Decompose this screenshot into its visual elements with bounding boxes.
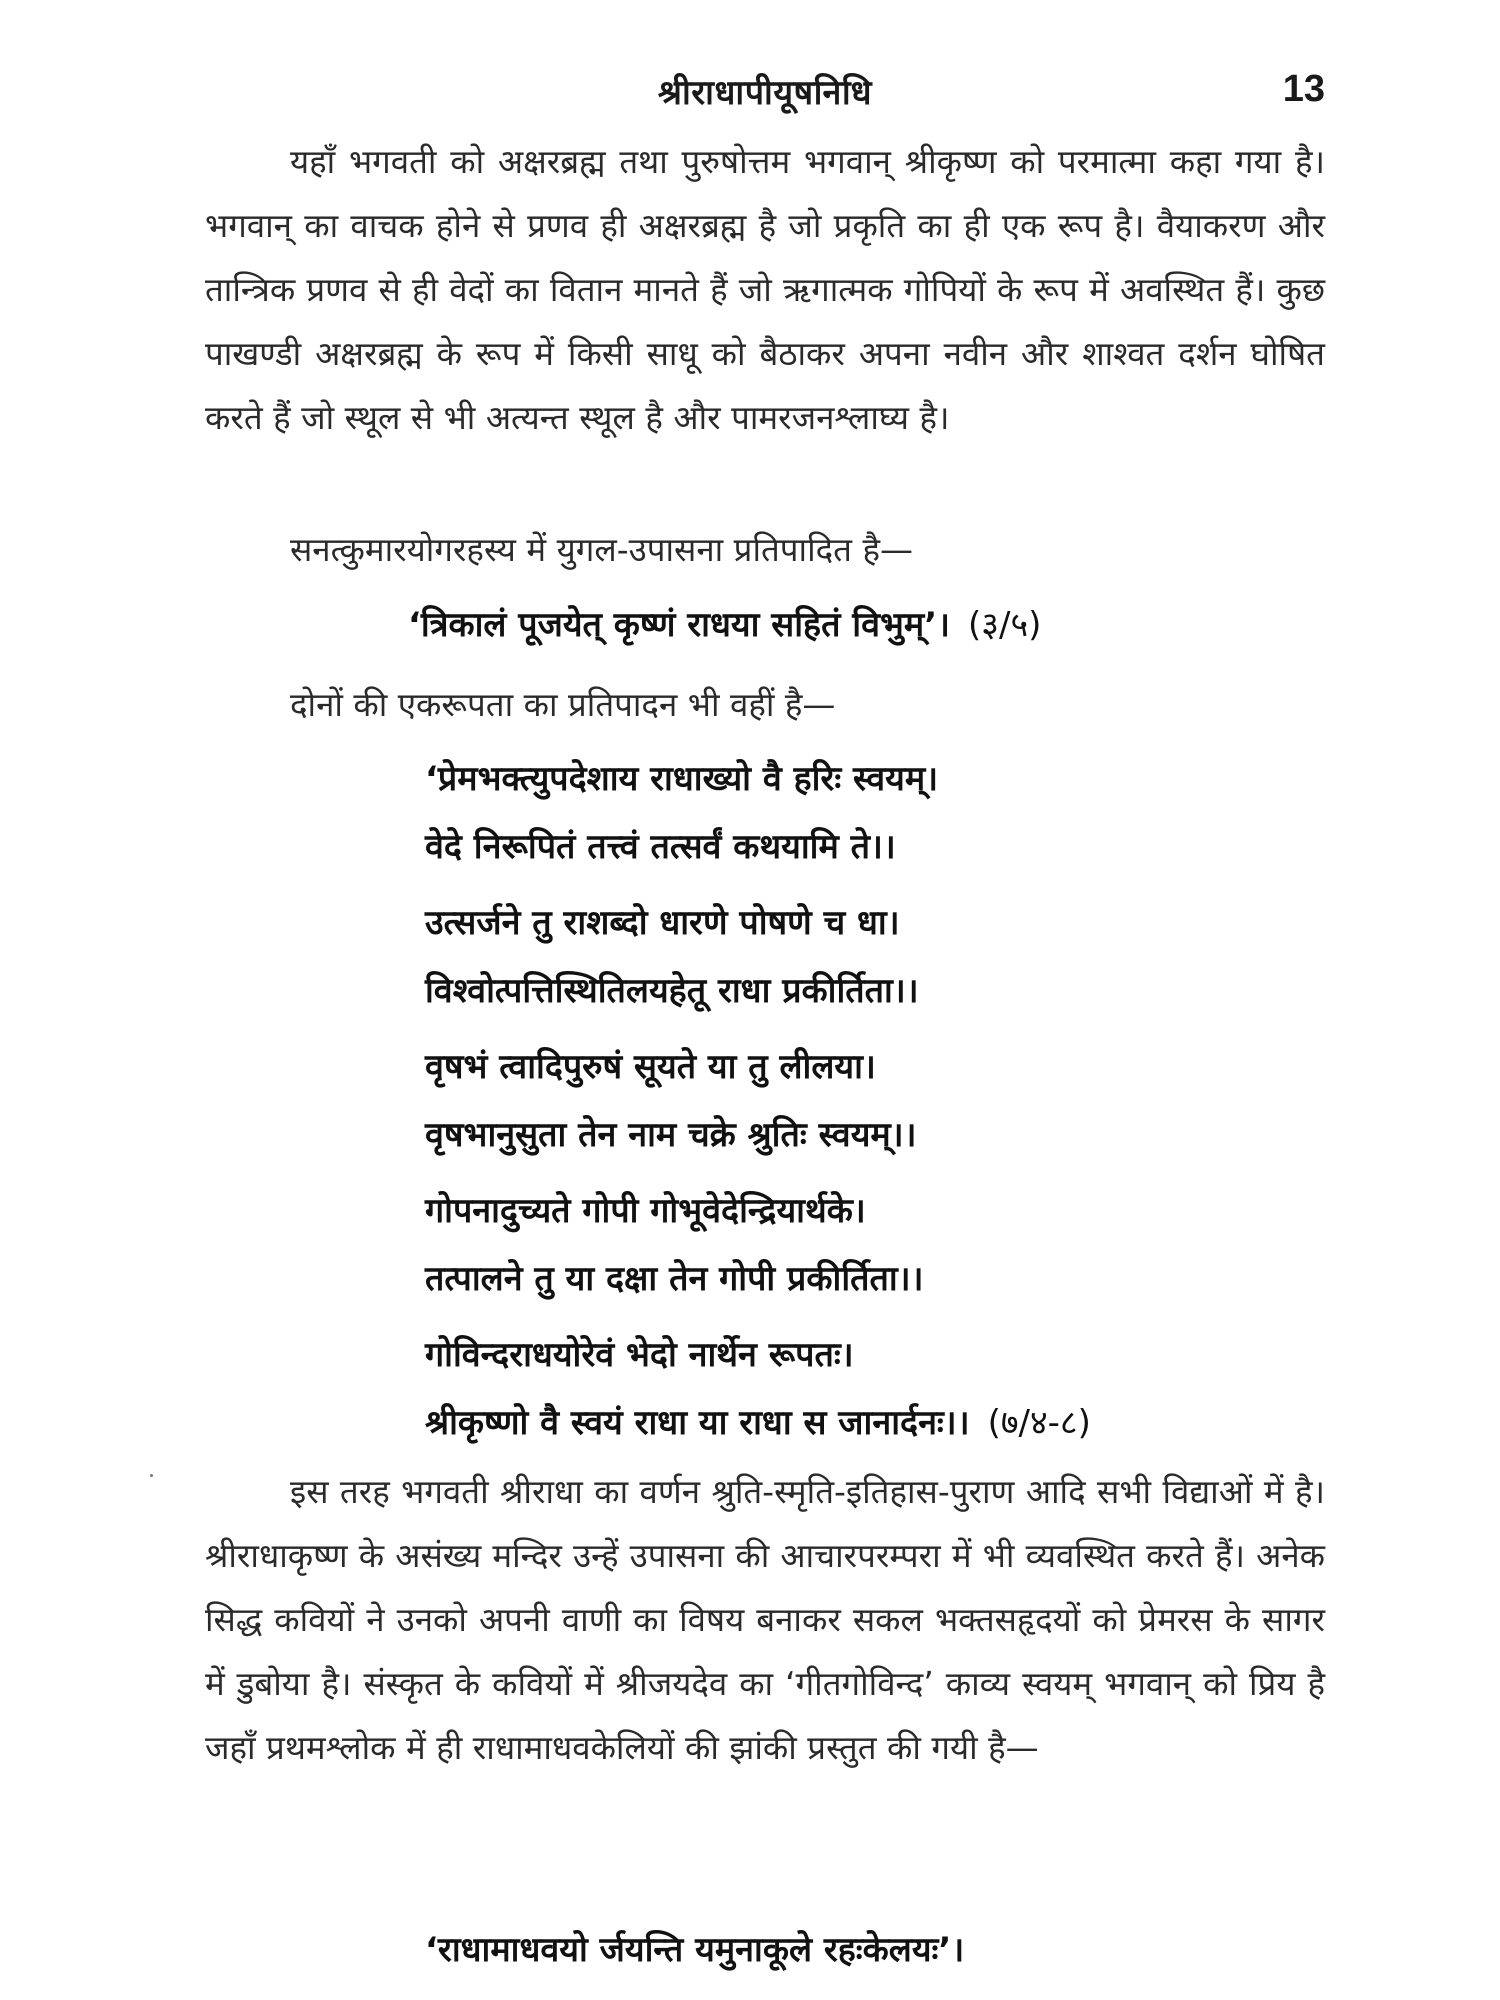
page-header xyxy=(205,68,1325,124)
paragraph-2: इस तरह भगवती श्रीराधा का वर्णन श्रुति-स्मृति-इतिहास-पुराण आदि सभी विद्याओं में है। श्रीराधाकृष्ण के असंख्य मन्दिर उन्हें उपासना की आचारपरम्परा में भी व्यवस्थित करते हैं। अनेक सिद्ध कवियों ने उनको अपनी वाणी का विषय बनाकर सकल भक्तसहृदयों को प्रेमरस के सागर में डुबोया है। संस्कृत के कवियों में श्रीजयदेव का ‘गीतगोविन्द’ काव्य स्वयम् भगवान् को प्रिय है जहाँ प्रथमश्लोक में ही राधामाधवकेलियों की झांकी प्रस्तुत की गयी है— xyxy=(205,1472,1325,1767)
quote-1-reference: (३/५) xyxy=(968,605,1042,645)
verse-line-text: श्रीकृष्णो वै स्वयं राधा या राधा स जानार्दनः।। xyxy=(425,1403,970,1443)
verse-stanza xyxy=(425,745,1325,881)
verse-reference: (७/४-८) xyxy=(987,1403,1091,1443)
verse-line: ‘प्रेमभक्त्युपदेशाय राधाख्यो वै हरिः स्वयम्। xyxy=(425,759,939,799)
quote-2: ‘राधामाधवयो र्जयन्ति यमुनाकूले रहःकेलयः’। xyxy=(425,1930,965,1970)
verse-stanza xyxy=(425,1033,1325,1169)
verse-stanza xyxy=(425,1177,1325,1313)
verse-line: गोपनादुच्यते गोपी गोभूवेदेन्द्रियार्थके। xyxy=(425,1191,866,1231)
paragraph-1: यहाँ भगवती को अक्षरब्रह्म तथा पुरुषोत्तम भगवान् श्रीकृष्ण को परमात्मा कहा गया है। भगवान् का वाचक होने से प्रणव ही अक्षरब्रह्म है जो प्रकृति का ही एक रूप है। वैयाकरण और तान्त्रिक प्रणव से ही वेदों का वितान मानते हैं जो ऋगात्मक गोपियों के रूप में अवस्थित हैं। कुछ पाखण्डी अक्षरब्रह्म के रूप में किसी साधू को बैठाकर अपना नवीन और शाश्वत दर्शन घोषित करते हैं जो स्थूल से भी अत्यन्त स्थूल है और पामरजनश्लाघ्य है। xyxy=(205,142,1325,437)
verse-stanza xyxy=(425,889,1325,1025)
verse-line: उत्सर्जने तु राशब्दो धारणे पोषणे च धा। xyxy=(425,903,900,943)
verse-line xyxy=(425,1389,1325,1457)
verse-line: गोविन्दराधयोरेवं भेदो नार्थेन रूपतः। xyxy=(425,1335,854,1375)
quote-1-text: ‘त्रिकालं पूजयेत् कृष्णं राधया सहितं विभुम्’। xyxy=(408,605,951,645)
quote-1 xyxy=(408,595,1041,655)
intro-line-2: दोनों की एकरूपता का प्रतिपादन भी वहीं है— xyxy=(290,685,836,724)
verse-line: वृषभं त्वादिपुरुषं सूयते या तु लीलया। xyxy=(425,1047,876,1087)
verse-block xyxy=(425,745,1325,1465)
verse-line: वृषभानुसुता तेन नाम चक्रे श्रुतिः स्वयम्।। xyxy=(425,1115,917,1155)
verse-stanza xyxy=(425,1321,1325,1457)
print-speck xyxy=(150,1474,153,1477)
verse-line: विश्वोत्पत्तिस्थितिलयहेतू राधा प्रकीर्तिता।। xyxy=(425,971,919,1011)
verse-line: वेदे निरूपितं तत्त्वं तत्सर्वं कथयामि ते।। xyxy=(425,827,896,867)
verse-line: तत्पालने तु या दक्षा तेन गोपी प्रकीर्तिता।। xyxy=(425,1259,924,1299)
running-title: श्रीराधापीयूषनिधि xyxy=(657,73,873,113)
intro-line-1: सनत्कुमारयोगरहस्य में युगल-उपासना प्रतिपादित है— xyxy=(290,530,913,569)
page-number: 13 xyxy=(1282,68,1325,110)
